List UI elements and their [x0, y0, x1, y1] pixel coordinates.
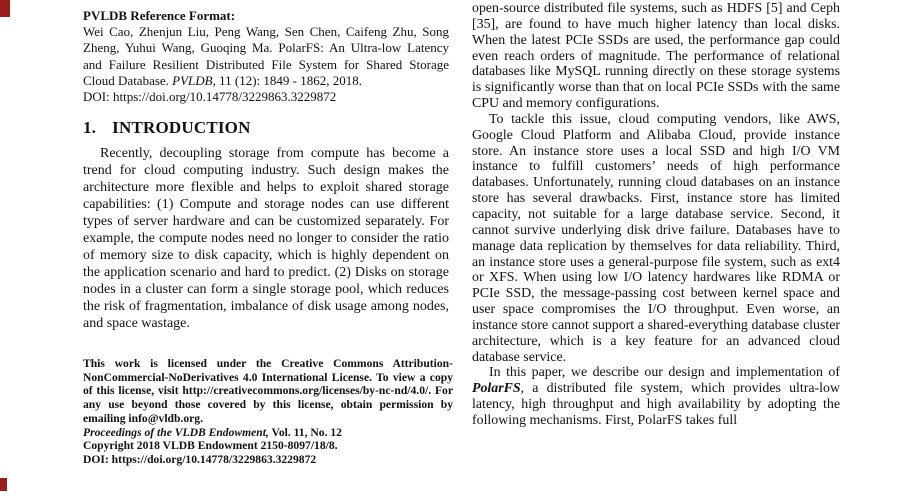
left-column: [83, 8, 449, 332]
license-text-after: . For any use beyond those covered by this license, obtain permission by emailing info@vldb.org.: [83, 384, 453, 425]
license-doi-link[interactable]: DOI: https://doi.org/10.14778/3229863.3229872: [83, 452, 317, 466]
reference-citation: [83, 24, 449, 89]
proceedings-title: Proceedings of the VLDB Endowment,: [83, 425, 269, 439]
paragraph-storage-latency: open-source distributed file systems, such as HDFS [5] and Ceph [35], are found to have much higher latency than local disks. When the latest PCIe SSDs are used, the performance gap could even reach orders of magnitude. The performance of relational databases like MySQL running directly on these storage systems is significantly worse than that on local PCIe SSDs with the same CPU and memory configurations.: [472, 1, 840, 112]
license-block: [83, 357, 453, 467]
right-column: [472, 1, 840, 429]
section-title: INTRODUCTION: [112, 118, 251, 138]
license-text-before: This work is licensed under the Creative Commons Attribution-NonCommercial-NoDerivatives 4.0 International License. To view a copy of this license, visit: [83, 357, 453, 398]
proceedings-volume: Vol. 11, No. 12: [268, 425, 342, 439]
section-number: 1.: [83, 118, 97, 138]
citation-text: Wei Cao, Zhenjun Liu, Peng Wang, Sen Chen, Caifeng Zhu, Song Zheng, Yuhui Wang, Guoqing Ma. PolarFS: An Ultra-low Latency and Failure Resilient Distributed File System for Shared Storage Cloud Database.: [83, 24, 449, 88]
red-edge-mark-top: [0, 0, 10, 17]
polarfs-paragraph-before: In this paper, we describe our design and implementation of: [489, 365, 840, 381]
reference-doi-link[interactable]: DOI: https://doi.org/10.14778/3229863.3229872: [83, 89, 337, 105]
polarfs-name: PolarFS: [472, 381, 521, 397]
venue-name: PVLDB: [172, 72, 213, 88]
citation-tail: , 11 (12): 1849 - 1862, 2018.: [212, 72, 362, 88]
proceedings-line: [83, 426, 453, 440]
section-heading: [83, 118, 449, 138]
creative-commons-url[interactable]: http://creativecommons.org/licenses/by-nc-nd/4.0/: [182, 384, 429, 398]
introduction-paragraph: Recently, decoupling storage from compute has become a trend for cloud computing industry. Such design makes the architecture more flexible and helps to exploit shared storage capabilities: (1) Compute and storage nodes can use different types of server hardware and can be customized separately. For example, the compute nodes need no longer to consider the ratio of memory size to disk capacity, which is highly dependent on the application scenario and hard to predict. (2) Disks on storage nodes in a cluster can form a single storage pool, which reduces the risk of fragmentation, imbalance of disk usage among nodes, and space wastage.: [83, 146, 449, 332]
license-text: [83, 357, 453, 426]
copyright-line: Copyright 2018 VLDB Endowment 2150-8097/18/8.: [83, 439, 338, 453]
red-edge-mark-bottom: [0, 478, 7, 491]
paragraph-polarfs-intro: [472, 365, 840, 428]
reference-format-label: PVLDB Reference Format:: [83, 8, 236, 23]
reference-format-block: [83, 8, 449, 105]
polarfs-paragraph-after: , a distributed file system, which provides ultra-low latency, high throughput and high availability by adopting the following mechanisms. First, PolarFS takes full: [472, 381, 840, 428]
paragraph-instance-store: To tackle this issue, cloud computing vendors, like AWS, Google Cloud Platform and Alibaba Cloud, provide instance store. An instance store uses a local SSD and high I/O VM instance to fulfill customers’ needs of high performance databases. Unfortunately, running cloud databases on an instance store has several drawbacks. First, instance store has limited capacity, not suitable for a large database service. Second, it cannot survive underlying disk drive failure. Databases have to manage data replication by themselves for data reliability. Third, an instance store uses a general-purpose file system, such as ext4 or XFS. When using low I/O latency hardwares like RDMA or PCIe SSD, the message-passing cost between kernel space and user space compromises the I/O throughput. Even worse, an instance store cannot support a shared-everything database cluster architecture, which is a key feature for an advanced cloud database service.: [472, 111, 840, 365]
